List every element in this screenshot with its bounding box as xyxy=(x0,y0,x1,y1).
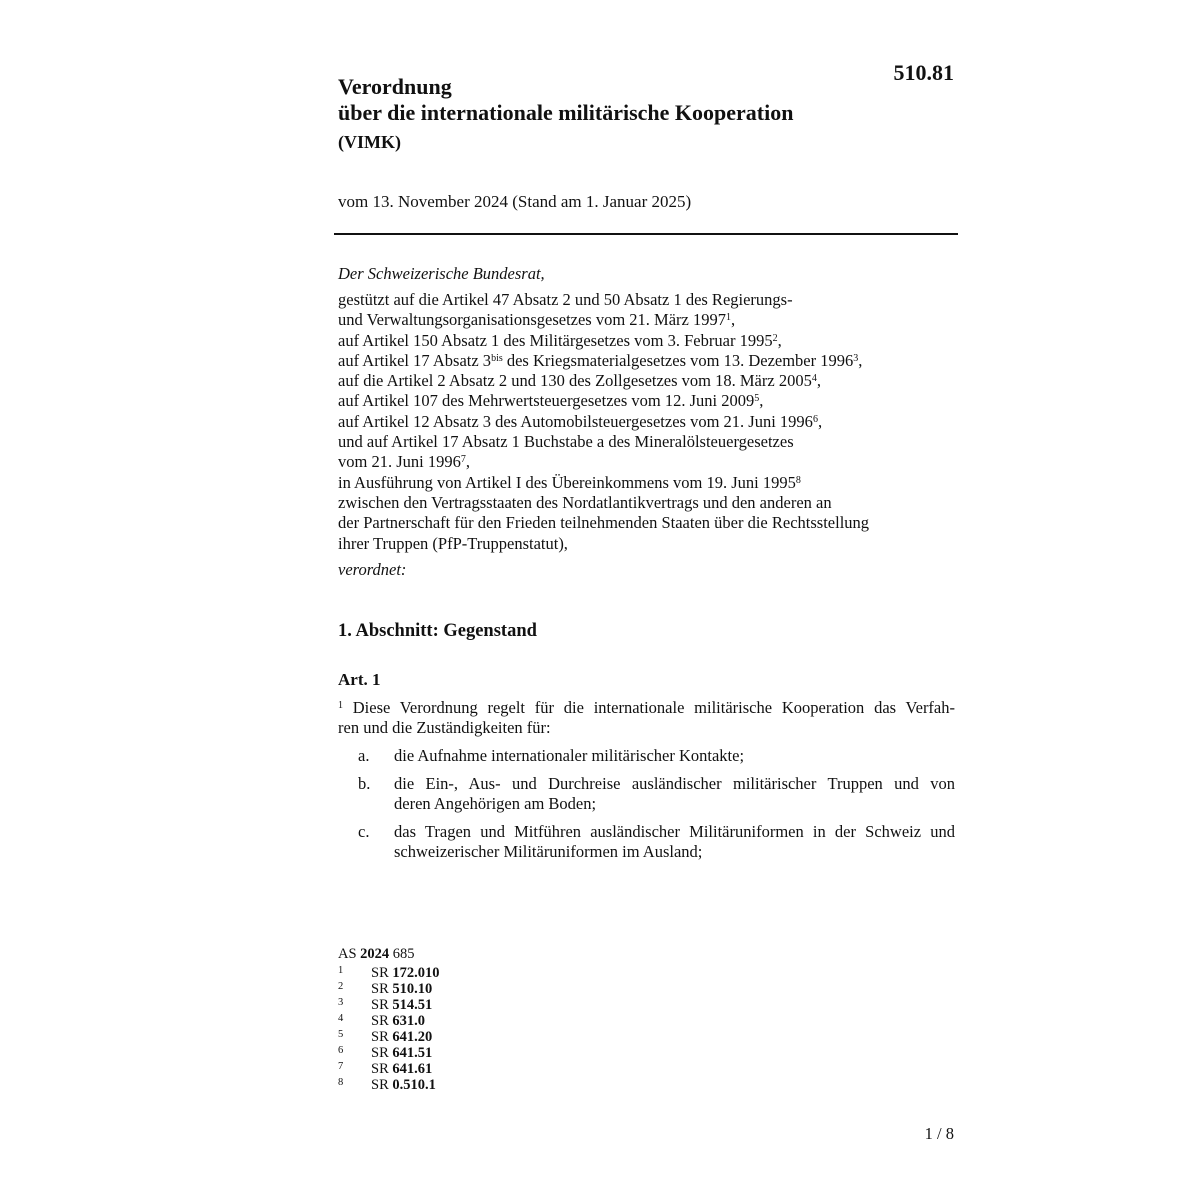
article-paragraph xyxy=(338,698,955,738)
preamble-line xyxy=(338,513,958,533)
preamble-line xyxy=(338,534,958,554)
preamble-line-text: zwischen den Vertragsstaaten des Nordatlantikvertrags und den anderen an xyxy=(338,492,832,512)
article-title: Art. 1 xyxy=(338,670,381,689)
footnote xyxy=(338,965,440,981)
source-prefix: AS xyxy=(338,946,357,962)
list-item-text xyxy=(394,746,955,766)
list-item-line: das Tragen und Mitführen ausländischer Militäruniformen in der Schweiz und xyxy=(394,822,955,841)
official-source xyxy=(338,946,415,963)
footnote xyxy=(338,1061,440,1077)
footnote-number: 5 xyxy=(338,1029,344,1040)
footnote-marker: 8 xyxy=(795,474,801,486)
title-line-1: Verordnung xyxy=(338,74,452,99)
footnote-reference xyxy=(371,1013,425,1029)
sr-number: 510.81 xyxy=(893,60,954,85)
footnote-prefix: SR xyxy=(371,1029,389,1045)
article-body xyxy=(338,698,955,870)
footnote xyxy=(338,1029,440,1045)
title-block xyxy=(338,74,898,154)
footnote-number: 2 xyxy=(338,981,344,992)
footnote-marker: 6 xyxy=(812,413,818,425)
list-item xyxy=(338,774,955,814)
preamble-line-text: auf Artikel 12 Absatz 3 des Automobilsteuergesetzes vom 21. Juni 1996 xyxy=(338,411,813,431)
footnote-prefix: SR xyxy=(371,981,389,997)
preamble-decree: verordnet: xyxy=(338,559,407,579)
preamble-line-text: der Partnerschaft für den Frieden teilnehmenden Staaten über die Rechtsstellung xyxy=(338,513,870,533)
source-page: 685 xyxy=(392,946,415,962)
footnote-marker: 1 xyxy=(726,312,731,324)
preamble-line-text: , xyxy=(858,350,863,370)
title-abbreviation: (VIMK) xyxy=(338,132,401,152)
preamble-line-text: des Kriegsmaterialgesetzes vom 13. Dezember 1996 xyxy=(502,350,854,370)
preamble-line-text: ihrer Truppen (PfP-Truppenstatut), xyxy=(338,533,568,553)
preamble-line xyxy=(338,412,958,432)
preamble-line-text: in Ausführung von Artikel I des Übereinkommens vom 19. Juni 1995 xyxy=(338,472,796,492)
footnote-marker: 3 xyxy=(853,352,859,364)
footnote-sr-number: 641.51 xyxy=(392,1045,433,1061)
footnote-prefix: SR xyxy=(371,1013,389,1029)
footnote-prefix: SR xyxy=(371,1061,389,1077)
list-item xyxy=(338,746,955,766)
footnote-sr-number: 510.10 xyxy=(392,981,433,997)
footnote-number: 3 xyxy=(338,997,344,1008)
paragraph-intro-line-2: ren und die Zuständigkeiten für: xyxy=(338,718,551,737)
preamble-line xyxy=(338,331,958,351)
footnote-sr-number: 641.61 xyxy=(392,1061,433,1077)
header-divider xyxy=(334,233,958,235)
footnote-reference xyxy=(371,1077,436,1093)
list-item-text xyxy=(394,774,955,814)
list-item-marker: c. xyxy=(358,822,370,841)
preamble-line xyxy=(338,473,958,493)
preamble-line-text: , xyxy=(817,411,823,431)
preamble-basis xyxy=(338,290,958,554)
footnote-number: 1 xyxy=(338,965,344,976)
footnote-prefix: SR xyxy=(371,997,389,1013)
preamble-line-text: auf Artikel 150 Absatz 1 des Militärgesetzes vom 3. Februar 1995 xyxy=(338,330,773,350)
list-item xyxy=(338,822,955,862)
paragraph-number: 1 xyxy=(338,700,343,711)
preamble-line xyxy=(338,391,958,411)
footnote-reference xyxy=(371,981,432,997)
preamble-line xyxy=(338,351,958,371)
footnote-reference xyxy=(371,1045,432,1061)
footnote-number: 8 xyxy=(338,1077,344,1088)
footnote-reference xyxy=(371,965,440,981)
preamble-line-text: und Verwaltungsorganisationsgesetzes vom 21. März 1997 xyxy=(338,310,726,330)
list-item-marker: a. xyxy=(358,746,370,765)
list-item-text xyxy=(394,822,955,862)
footnote-number: 4 xyxy=(338,1013,344,1024)
footnote-sr-number: 0.510.1 xyxy=(392,1077,436,1093)
preamble-line-text: vom 21. Juni 1996 xyxy=(338,452,461,472)
list-item-line: deren Angehörigen am Boden; xyxy=(394,794,597,813)
date-line: vom 13. November 2024 (Stand am 1. Januar 2025) xyxy=(338,192,692,211)
preamble-line-text: auf Artikel 107 des Mehrwertsteuergesetzes vom 12. Juni 2009 xyxy=(338,391,755,411)
footnote-sr-number: 514.51 xyxy=(392,997,433,1013)
source-year: 2024 xyxy=(360,946,390,962)
footnote-marker: 7 xyxy=(460,454,466,466)
preamble-line xyxy=(338,290,958,310)
preamble xyxy=(338,264,958,580)
footnote-reference xyxy=(371,997,432,1013)
list-item-line: schweizerischer Militäruniformen im Ausland; xyxy=(394,842,703,861)
article-list xyxy=(338,746,955,862)
preamble-line xyxy=(338,452,958,472)
preamble-line xyxy=(338,493,958,513)
preamble-line-text: , xyxy=(731,310,736,330)
preamble-line xyxy=(338,432,958,452)
footnote-marker: 5 xyxy=(754,393,760,405)
paragraph-intro-line-1 xyxy=(338,698,955,718)
preamble-line-text: auf Artikel 17 Absatz 3 xyxy=(338,350,492,370)
footnote-prefix: SR xyxy=(371,965,389,981)
preamble-line-text: , xyxy=(465,452,470,472)
footnote-marker: bis xyxy=(491,352,503,364)
preamble-line-text: gestützt auf die Artikel 47 Absatz 2 und 50 Absatz 1 des Regierungs- xyxy=(338,290,793,309)
preamble-line xyxy=(338,310,958,330)
preamble-authority: Der Schweizerische Bundesrat, xyxy=(338,264,545,283)
preamble-line-text: auf die Artikel 2 Absatz 2 und 130 des Zollgesetzes vom 18. März 2005 xyxy=(338,371,812,391)
footnote-reference xyxy=(371,1029,432,1045)
footnote xyxy=(338,1045,440,1061)
footnote-prefix: SR xyxy=(371,1077,389,1093)
page-number: 1 / 8 xyxy=(924,1124,954,1143)
footnote-number: 7 xyxy=(338,1061,344,1072)
preamble-line-text: , xyxy=(759,391,764,411)
footnote-prefix: SR xyxy=(371,1045,389,1061)
footnote-reference xyxy=(371,1061,432,1077)
preamble-line-text: und auf Artikel 17 Absatz 1 Buchstabe a des Mineralölsteuergesetzes xyxy=(338,432,794,452)
paragraph-intro-text-1: Diese Verordnung regelt für die internationale militärische Kooperation das Verfah- xyxy=(352,698,955,717)
section-title: 1. Abschnitt: Gegenstand xyxy=(338,621,537,641)
footnote-sr-number: 172.010 xyxy=(392,965,440,981)
footnote-marker: 4 xyxy=(811,373,817,385)
preamble-line xyxy=(338,371,958,391)
preamble-line-text: , xyxy=(777,330,782,350)
footnote-marker: 2 xyxy=(772,332,778,344)
footnote-number: 6 xyxy=(338,1045,344,1056)
list-item-line: die Aufnahme internationaler militärischer Kontakte; xyxy=(394,746,745,765)
footnotes xyxy=(338,965,440,1093)
preamble-line-text: , xyxy=(816,371,821,391)
footnote-sr-number: 631.0 xyxy=(392,1013,425,1029)
footnote-sr-number: 641.20 xyxy=(392,1029,433,1045)
footnote xyxy=(338,1077,440,1093)
title-line-2: über die internationale militärische Kooperation xyxy=(338,100,794,125)
footnote xyxy=(338,981,440,997)
footnote xyxy=(338,1013,440,1029)
list-item-line: die Ein-, Aus- und Durchreise ausländischer militärischer Truppen und von xyxy=(394,774,955,793)
footnote xyxy=(338,997,440,1013)
list-item-marker: b. xyxy=(358,774,371,793)
